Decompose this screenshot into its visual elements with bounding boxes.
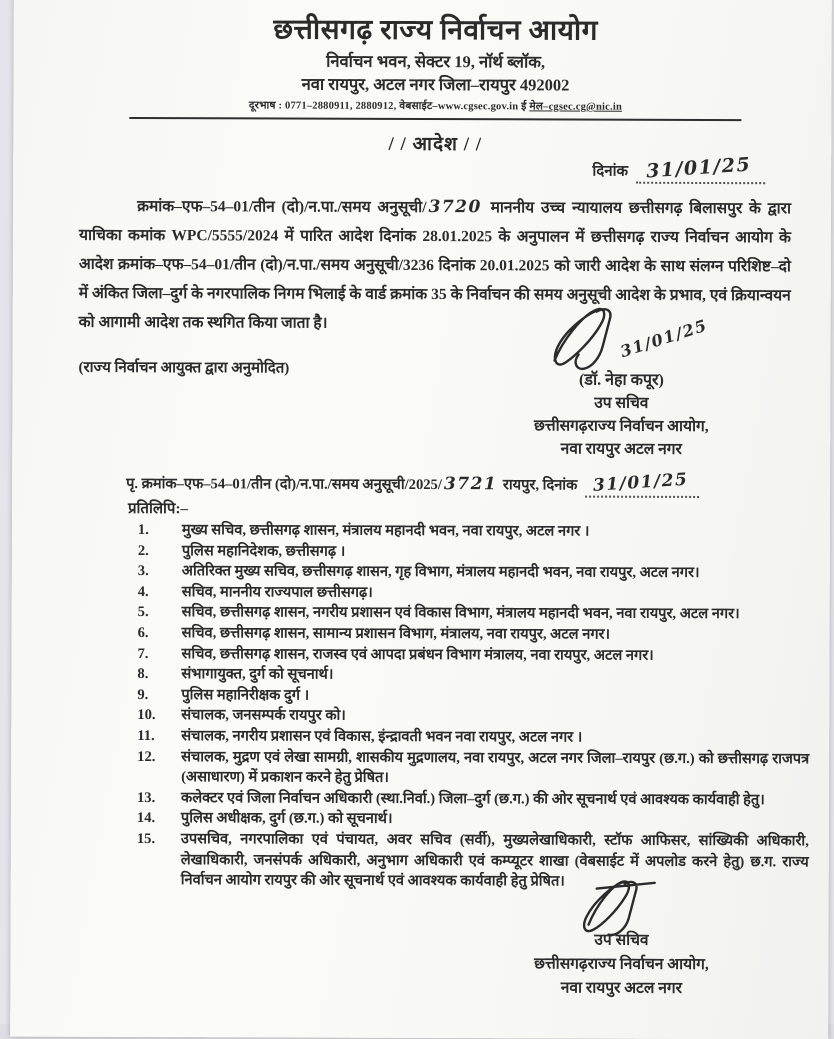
recipient-number: 14. — [136, 810, 156, 827]
recipient-number: 12. — [137, 748, 156, 765]
signature-date-handwritten: 31/01/25 — [617, 315, 710, 362]
recipient-number: 7. — [137, 645, 149, 662]
document-page — [10, 0, 832, 1039]
signature-area — [544, 302, 754, 375]
order-ref-prefix: क्रमांक–एफ–54–01/तीन (दो)/न.पा./समय अनुसूची/ — [137, 198, 427, 217]
recipient-number: 13. — [136, 789, 156, 806]
address-line-1: निर्वाचन भवन, सेक्टर 19, नॉर्थ ब्लॉक, — [326, 51, 546, 72]
recipient-number: 8. — [137, 666, 149, 683]
recipient-text: पुलिस महानिरीक्षक दुर्ग । — [181, 686, 310, 704]
signatory-name: (डॉ. नेहा कपूर) — [579, 371, 664, 389]
recipient-row — [137, 644, 809, 667]
endorsement-ref-prefix: पृ. क्रमांक–एफ–54–01/तीन (दो)/न.पा./समय अनुसूची/2025/ — [126, 475, 442, 494]
order-date-label: दिनांक — [592, 163, 629, 180]
signatory-block — [456, 315, 786, 461]
recipient-text: उपसचिव, नगरपालिका एवं पंचायत, अवर सचिव (सर्वी), मुख्यलेखाधिकारी, स्टॉफ आफिसर, सांख्यिकी अधिकारी, लेखाधिकारी, जनसंपर्क अधिकारी, अनुभाग अधिकारी एवं कम्प्यूटर शाखा (वेबसाईट में अपलोड करने हेतु) छ.ग. राज्य निर्वाचन आयोग रायपुर की ओर सूचनार्थ एवं आवश्यक कार्यवाही हेतु प्रेषित। — [180, 831, 809, 890]
endorsement-place-date-label: रायपुर, दिनांक — [502, 477, 578, 494]
header-divider — [129, 117, 741, 121]
letterhead — [79, 9, 791, 121]
recipient-row — [137, 664, 809, 687]
recipient-row — [138, 623, 810, 646]
endorsement-date-handwritten: 31/01/25 — [592, 469, 690, 496]
recipient-text: अतिरिक्त मुख्य सचिव, छत्तीसगढ़ शासन, गृह विभाग, मंत्रालय महानदी भवन, नवा रायपुर, अटल नगर। — [181, 563, 700, 582]
recipient-number: 3. — [137, 563, 149, 580]
recipient-number: 1. — [137, 522, 149, 539]
recipient-number: 4. — [137, 583, 149, 600]
order-date-handwritten: 31/01/25 — [645, 153, 752, 183]
signatory-designation: उप सचिव — [594, 394, 649, 412]
recipient-number: 9. — [137, 686, 149, 703]
contact-line — [79, 98, 791, 114]
footer-place: नवा रायपुर अटल नगर — [560, 979, 682, 997]
recipient-row — [137, 726, 809, 749]
signature-scribble — [544, 302, 636, 374]
signatory-place: नवा रायपुर अटल नगर — [560, 440, 682, 458]
footer-signatory-block — [466, 874, 776, 1001]
footer-organization: छत्तीसगढ़राज्य निर्वाचन आयोग, — [534, 955, 709, 974]
recipient-text: संचालक, जनसम्पर्क रायपुर को। — [181, 707, 346, 725]
recipient-text: संचालक, नगरीय प्रशासन एवं विकास, इंन्द्रावती भवन नवा रायपुर, अटल नगर । — [181, 728, 583, 746]
recipient-row — [137, 788, 809, 811]
org-name: छत्तीसगढ़ राज्य निर्वाचन आयोग — [273, 14, 598, 47]
recipient-text: मुख्य सचिव, छत्तीसगढ़ शासन, मंत्रालय महानदी भवन, नवा रायपुर, अटल नगर । — [181, 522, 590, 540]
recipient-number: 10. — [137, 707, 156, 724]
recipient-text: संभागायुक्त, दुर्ग को सूचनार्थ। — [181, 666, 334, 683]
order-ref-number-handwritten: 3720 — [428, 197, 482, 218]
recipient-number: 6. — [137, 624, 149, 642]
recipient-number: 5. — [137, 604, 149, 621]
order-title: / / आदेश / / — [388, 133, 483, 156]
recipient-text: पुलिस महानिदेशक, छत्तीसगढ़ । — [181, 542, 346, 560]
recipient-row — [138, 541, 810, 564]
endorsement-ref-number-handwritten: 3721 — [443, 474, 498, 495]
recipient-text: सचिव, छत्तीसगढ़ शासन, राजस्व एवं आपदा प्रबंधन विभाग मंत्रालय, नवा रायपुर, अटल नगर। — [181, 645, 654, 664]
signatory-organization: छत्तीसगढ़राज्य निर्वाचन आयोग, — [533, 417, 709, 436]
recipient-number: 15. — [136, 830, 156, 847]
recipient-row — [138, 602, 810, 625]
recipient-text: कलेक्टर एवं जिला निर्वाचन अधिकारी (स्था.निर्वा.) जिला–दुर्ग (छ.ग.) की ओर सूचनार्थ एवं आवश्यक कार्यवाही हेतु। — [180, 789, 765, 808]
order-date-underline — [636, 153, 765, 184]
endorsement-line — [126, 469, 790, 498]
recipient-row — [138, 582, 810, 605]
copy-to-heading: प्रतिलिपि:– — [127, 500, 188, 518]
recipient-text: सचिव, छत्तीसगढ़ शासन, नगरीय प्रशासन एवं विकास विभाग, मंत्रालय महानदी भवन, नवा रायपुर, अटल नगर। — [181, 604, 740, 623]
recipients-list — [137, 520, 810, 893]
contact-phone-website: दूरभाष : 0771–2880911, 2880912, वेबसाईट–www.cgsec.gov.in ई — [248, 100, 530, 113]
order-date-row — [79, 153, 791, 184]
recipient-row — [137, 685, 809, 708]
recipient-row — [137, 747, 809, 791]
contact-email: मेल–cgsec.cg@nic.in — [529, 101, 623, 113]
recipient-text: सचिव, छत्तीसगढ़ शासन, सामान्य प्रशासन विभाग, मंत्रालय, नवा रायपुर, अटल नगर। — [181, 625, 611, 643]
recipient-row — [137, 808, 809, 831]
approval-signatory-row — [78, 315, 790, 461]
recipient-row — [137, 705, 809, 728]
recipient-text: पुलिस अधीक्षक, दुर्ग (छ.ग.) को सूचनार्थ। — [180, 810, 393, 828]
footer-designation: उप सचिव — [594, 931, 649, 949]
approval-note: (राज्य निर्वाचन आयुक्त द्वारा अनुमोदित) — [78, 359, 290, 377]
recipient-row — [138, 561, 810, 584]
recipient-text: सचिव, माननीय राज्यपाल छत्तीसगढ़। — [181, 583, 373, 601]
recipient-number: 11. — [137, 727, 155, 745]
order-body-text: माननीय उच्च न्यायालय छत्तीसगढ़ बिलासपुर के द्वारा याचिका कमांक WPC/5555/2024 में पारित आदेश दिनांक 28.01.2025 के अनुपालन में छत्तीसगढ़ राज्य निर्वाचन आयोग के आदेश क्रमांक–एफ–54–01/तीन (दो)/न.पा./समय अनुसूची/3236 दिनांक 20.01.2025 को जारी आदेश के साथ संलग्न परिशिष्ट–दो में अंकित जिला–दुर्ग के नगरपालिक निगम भिलाई के वार्ड क्रमांक 35 के निर्वाचन की समय अनुसूची आदेश के प्रभाव, एवं क्रियान्वयन को आगामी आदेश तक स्थगित किया जाता है। — [78, 199, 792, 332]
recipient-text: संचालक, मुद्रण एवं लेखा सामग्री, शासकीय मुद्रणालय, नवा रायपुर, अटल नगर जिला–रायपुर (छ.ग.) को छत्तीसगढ़ राजपत्र (असाधारण) में प्रकाशन करने हेतु प्रेषित। — [181, 748, 810, 787]
recipient-number: 2. — [137, 542, 149, 559]
endorsement-date-underline — [585, 469, 698, 498]
address-line-2: नवा रायपुर, अटल नगर जिला–रायपुर 492002 — [301, 74, 570, 95]
recipient-row — [138, 520, 810, 543]
